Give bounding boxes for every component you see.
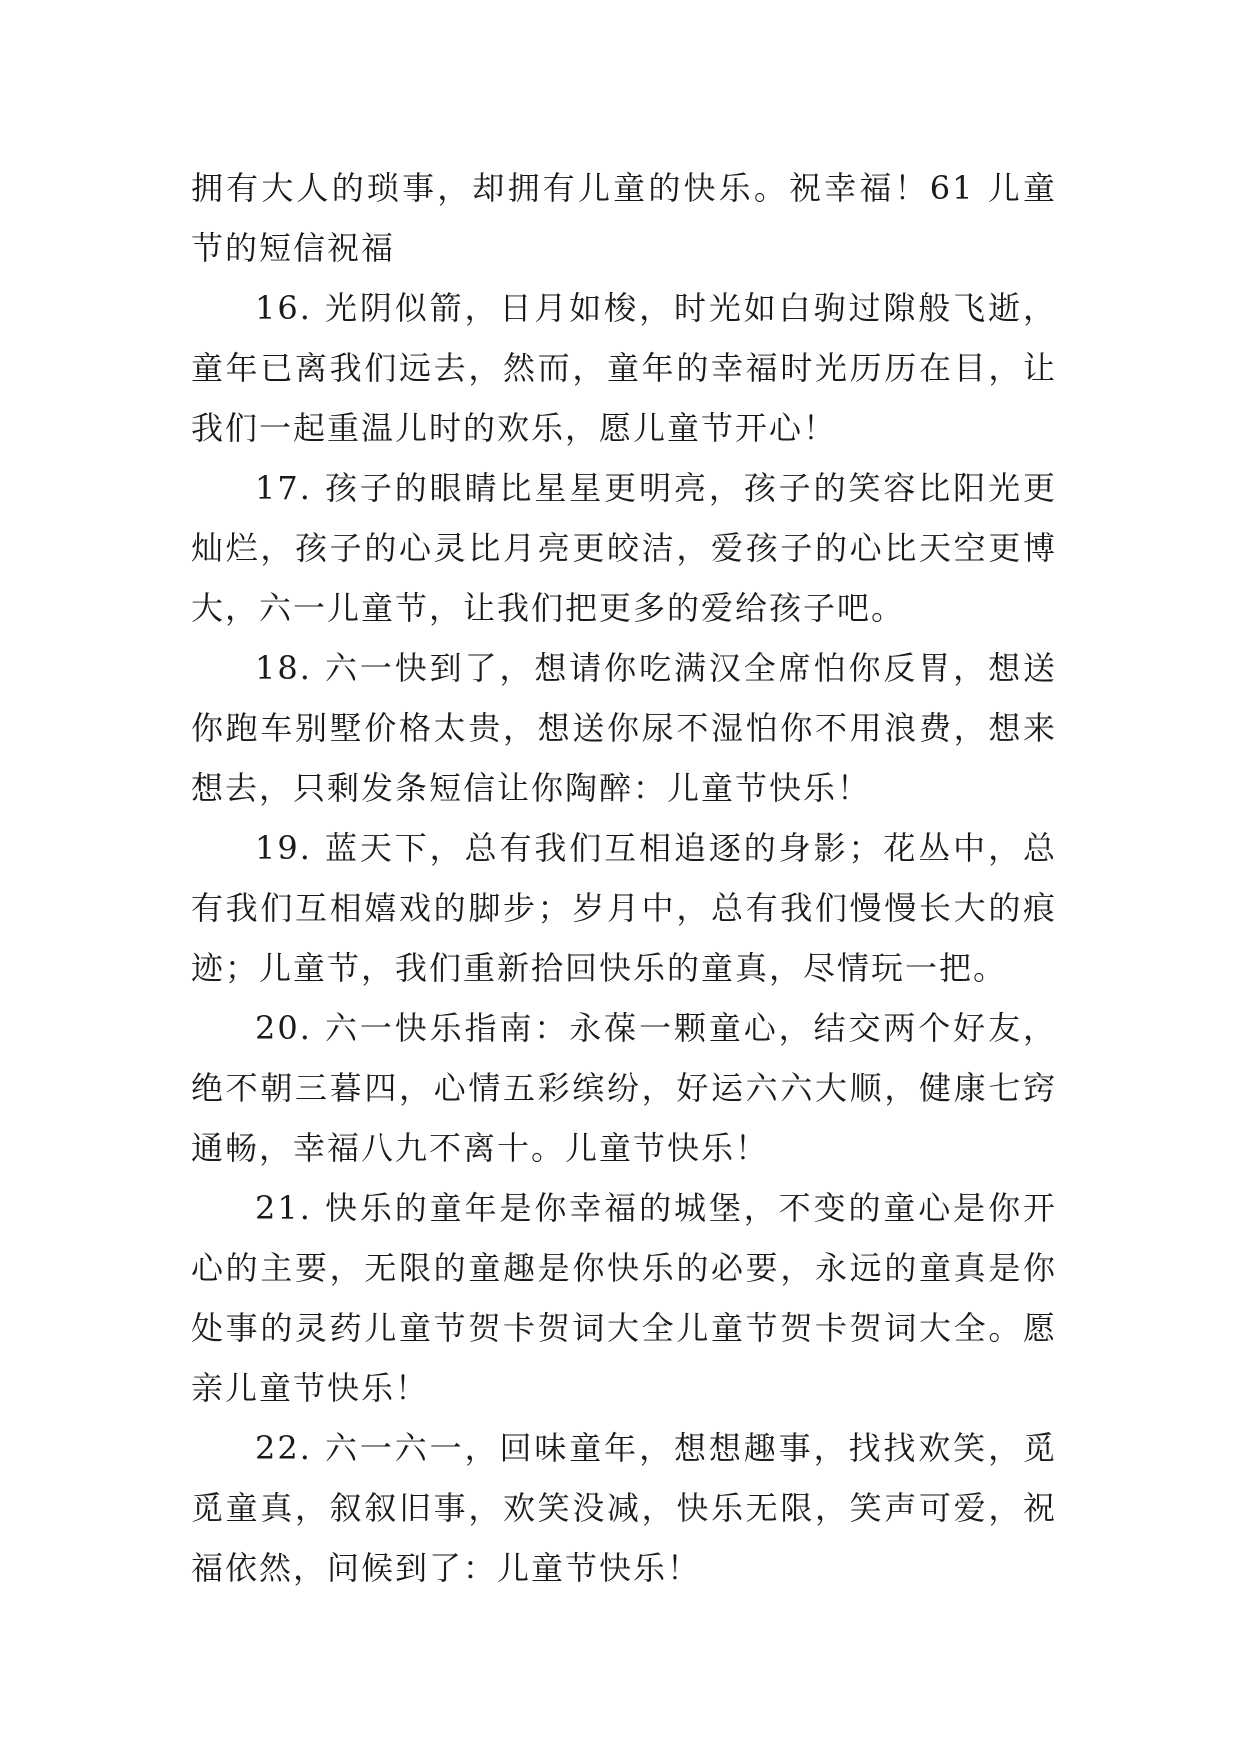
paragraph-item-22: 22. 六一六一，回味童年，想想趣事，找找欢笑，觅觅童真，叙叙旧事，欢笑没减，快乐无限，笑声可爱，祝福依然，问候到了：儿童节快乐！ [191, 1429, 1057, 1587]
paragraph-intro-tail: 拥有大人的琐事，却拥有儿童的快乐。祝幸福！61 儿童节的短信祝福 [191, 169, 1057, 267]
paragraph-item-19: 19. 蓝天下，总有我们互相追逐的身影；花丛中，总有我们互相嬉戏的脚步；岁月中，总有我们慢慢长大的痕迹；儿童节，我们重新拾回快乐的童真，尽情玩一把。 [191, 829, 1057, 987]
paragraph-item-18: 18. 六一快到了，想请你吃满汉全席怕你反胃，想送你跑车别墅价格太贵，想送你尿不湿怕你不用浪费，想来想去，只剩发条短信让你陶醉：儿童节快乐！ [191, 649, 1057, 807]
paragraph-item-20: 20. 六一快乐指南：永葆一颗童心，结交两个好友，绝不朝三暮四，心情五彩缤纷，好运六六大顺，健康七窍通畅，幸福八九不离十。儿童节快乐！ [191, 1009, 1057, 1167]
paragraph-item-21: 21. 快乐的童年是你幸福的城堡，不变的童心是你开心的主要，无限的童趣是你快乐的必要，永远的童真是你处事的灵药儿童节贺卡贺词大全儿童节贺卡贺词大全。愿亲儿童节快乐！ [191, 1189, 1057, 1407]
document-body [191, 158, 1057, 1598]
paragraph-item-16: 16. 光阴似箭，日月如梭，时光如白驹过隙般飞逝，童年已离我们远去，然而，童年的幸福时光历历在目，让我们一起重温儿时的欢乐，愿儿童节开心！ [191, 289, 1057, 447]
paragraph-item-17: 17. 孩子的眼睛比星星更明亮，孩子的笑容比阳光更灿烂，孩子的心灵比月亮更皎洁，爱孩子的心比天空更博大，六一儿童节，让我们把更多的爱给孩子吧。 [191, 469, 1057, 627]
